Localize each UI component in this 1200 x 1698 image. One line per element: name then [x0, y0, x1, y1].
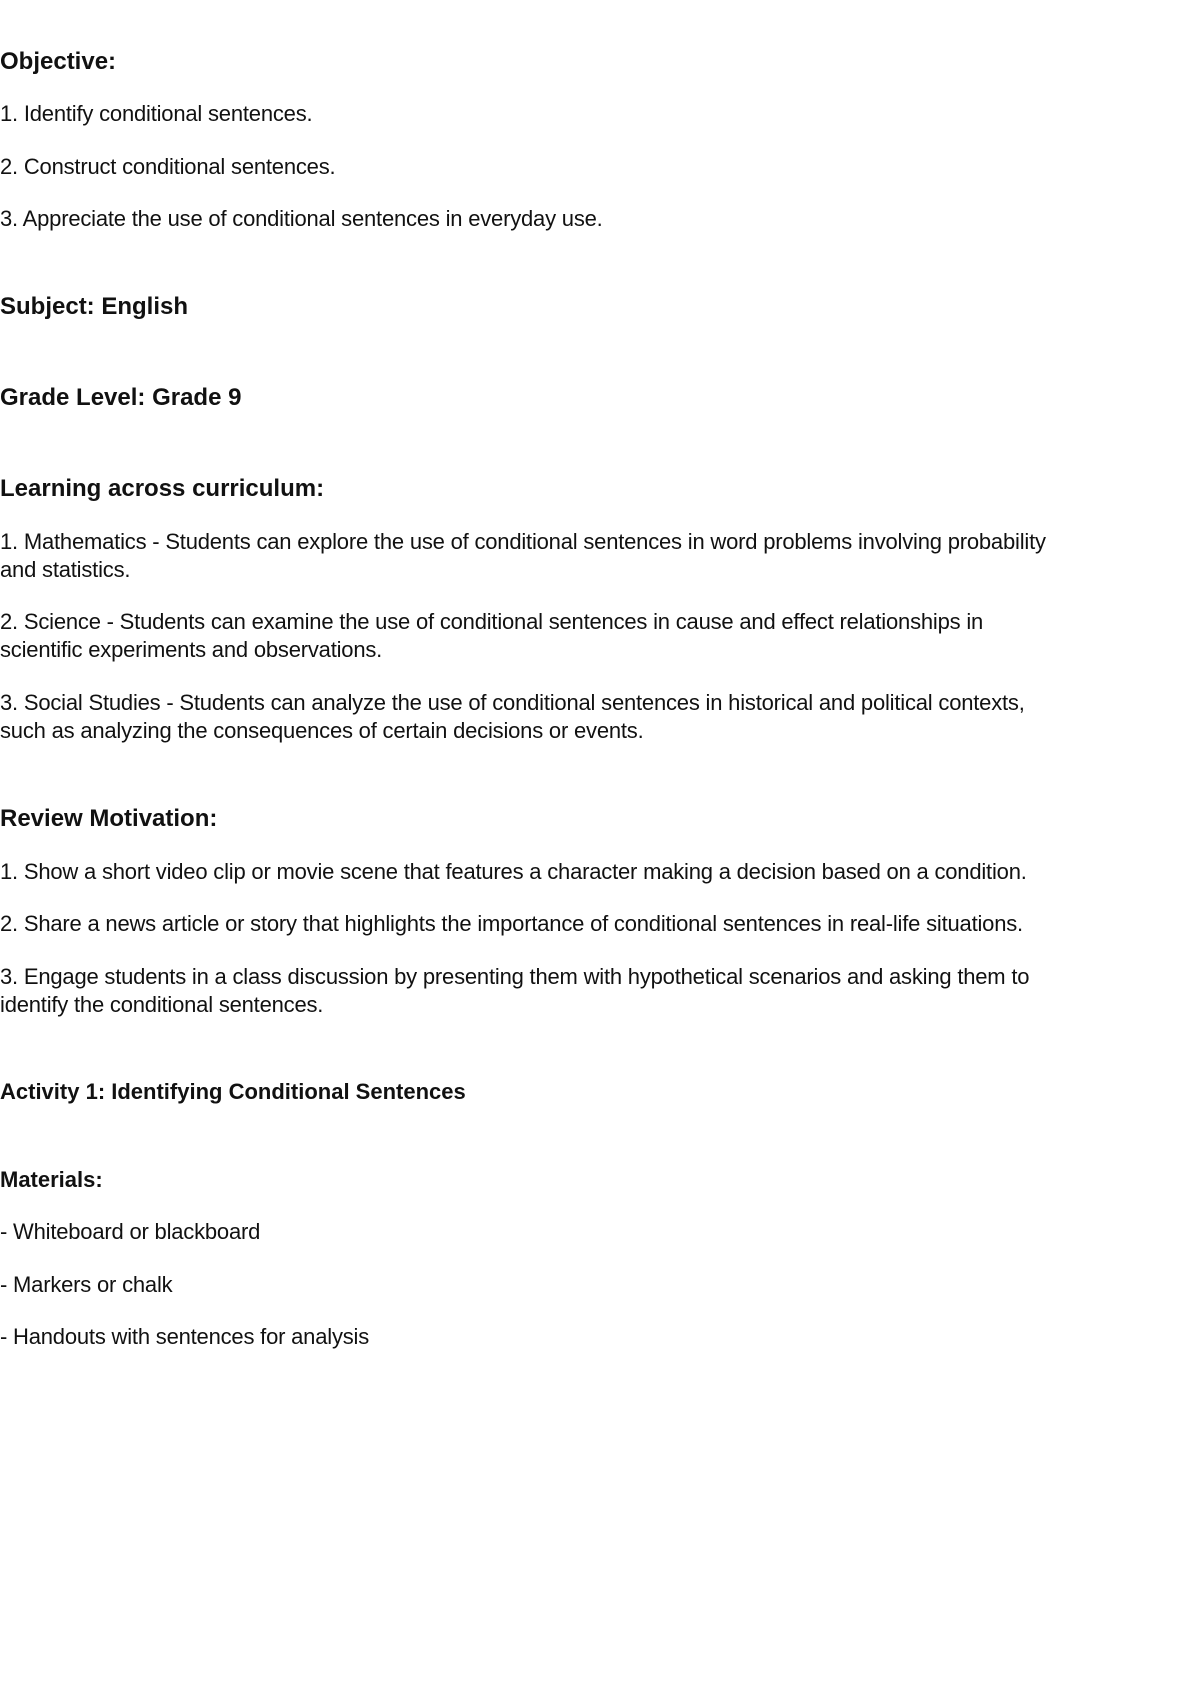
- curriculum-item-2-line-2: scientific experiments and observations.: [0, 637, 383, 662]
- objective-heading: Objective:: [0, 48, 117, 75]
- curriculum-item-1-line-2: and statistics.: [0, 557, 131, 582]
- grade-level-heading: Grade Level: Grade 9: [0, 384, 242, 411]
- review-motivation-heading: Review Motivation:: [0, 805, 218, 832]
- objective-item-1: 1. Identify conditional sentences.: [0, 101, 313, 126]
- activity-1-heading: Activity 1: Identifying Conditional Sentences: [0, 1079, 466, 1104]
- curriculum-item-1-line-1: 1. Mathematics - Students can explore the use of conditional sentences in word problems involving probability: [0, 529, 1046, 554]
- objective-item-3: 3. Appreciate the use of conditional sentences in everyday use.: [0, 206, 603, 231]
- curriculum-item-2-line-1: 2. Science - Students can examine the use of conditional sentences in cause and effect relationships in: [0, 609, 984, 634]
- curriculum-item-3-line-1: 3. Social Studies - Students can analyze the use of conditional sentences in historical and political contexts,: [0, 690, 1025, 715]
- motivation-item-2: 2. Share a news article or story that highlights the importance of conditional sentences in real-life situations.: [0, 911, 1023, 936]
- learning-across-curriculum-heading: Learning across curriculum:: [0, 475, 325, 502]
- motivation-item-1: 1. Show a short video clip or movie scene that features a character making a decision based on a condition.: [0, 859, 1027, 884]
- objective-item-2: 2. Construct conditional sentences.: [0, 154, 336, 179]
- materials-item-2: - Markers or chalk: [0, 1272, 173, 1297]
- motivation-item-3-line-1: 3. Engage students in a class discussion by presenting them with hypothetical scenarios and asking them to: [0, 964, 1030, 989]
- curriculum-item-3-line-2: such as analyzing the consequences of certain decisions or events.: [0, 718, 644, 743]
- subject-heading: Subject: English: [0, 293, 189, 320]
- materials-heading: Materials:: [0, 1167, 103, 1192]
- motivation-item-3-line-2: identify the conditional sentences.: [0, 992, 324, 1017]
- materials-item-1: - Whiteboard or blackboard: [0, 1219, 261, 1244]
- materials-item-3: - Handouts with sentences for analysis: [0, 1324, 370, 1349]
